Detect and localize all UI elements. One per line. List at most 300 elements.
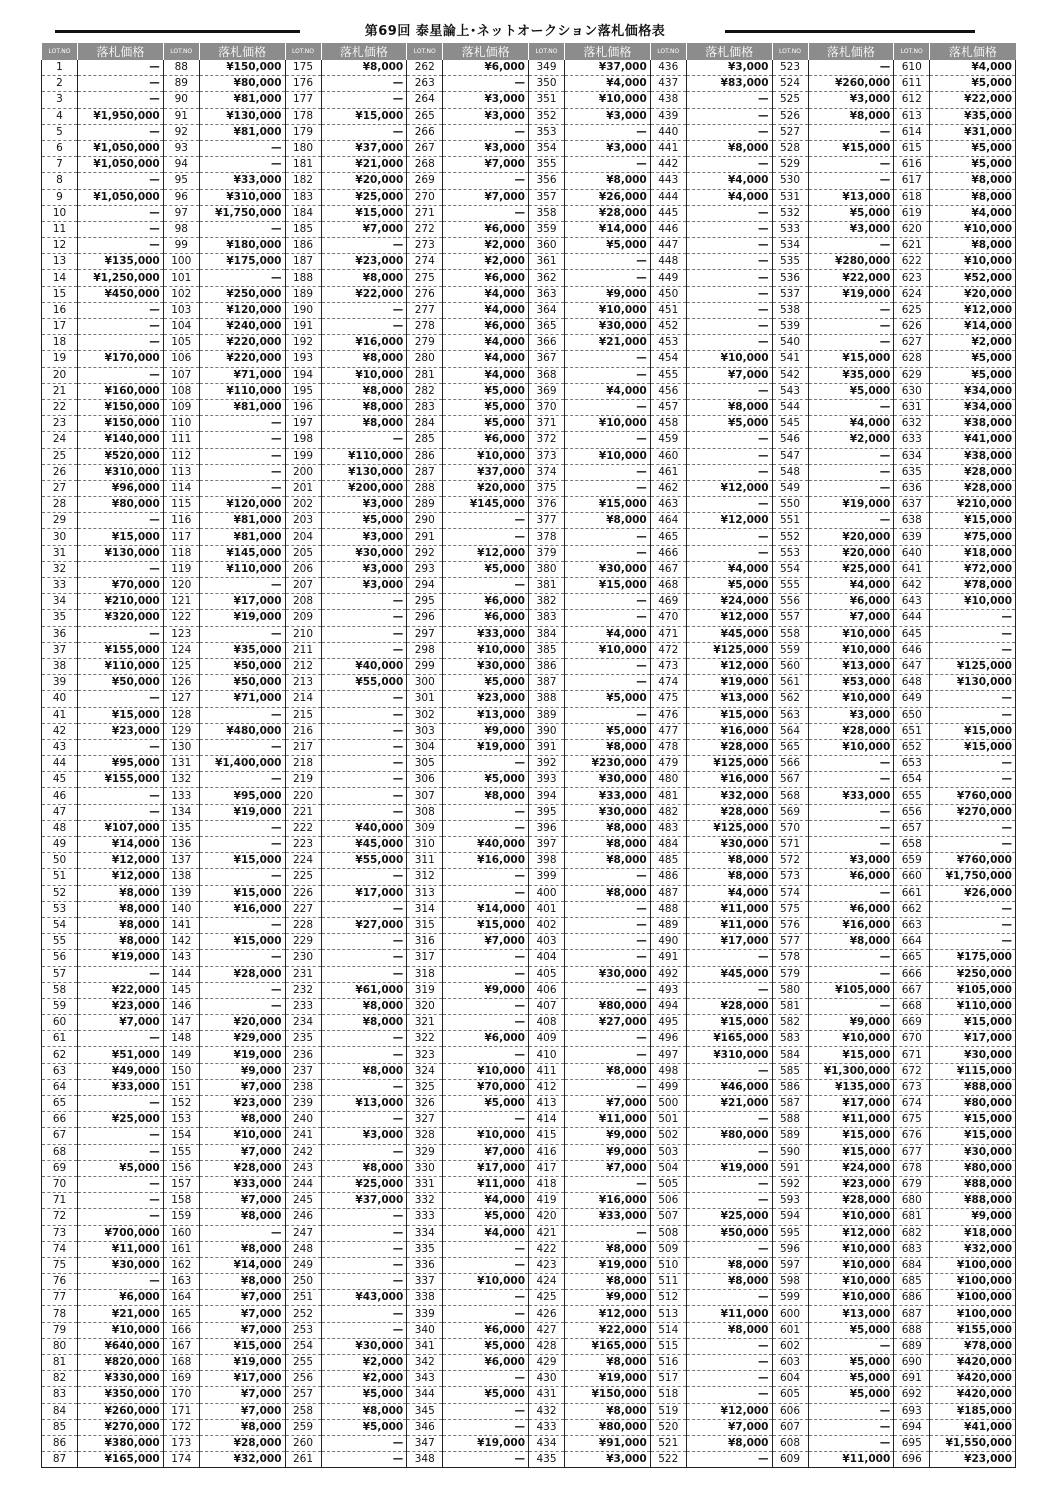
winning-bid-cell: ¥28,000 [199,1160,285,1176]
lot-number-cell: 30 [42,529,78,545]
lot-number-cell: 203 [285,513,321,529]
lot-number-cell: 35 [42,610,78,626]
winning-bid-cell: ¥40,000 [443,837,529,853]
lot-number-cell: 31 [42,545,78,561]
table-row [42,950,1016,966]
table-row [42,480,1016,496]
winning-bid-cell: ¥7,000 [199,1193,285,1209]
lot-number-cell: 661 [894,885,930,901]
winning-bid-cell: ¥28,000 [686,998,772,1014]
lot-number-cell: 95 [163,173,199,189]
table-row [42,804,1016,820]
winning-bid-cell: — [199,416,285,432]
lot-number-cell: 299 [407,658,443,674]
lot-number-cell: 329 [407,1144,443,1160]
winning-bid-cell: — [565,610,651,626]
winning-bid-cell: ¥9,000 [565,1144,651,1160]
winning-bid-cell: ¥6,000 [808,594,894,610]
winning-bid-cell: — [565,901,651,917]
lot-number-cell: 17 [42,319,78,335]
lot-number-cell: 518 [650,1387,686,1403]
winning-bid-cell: — [199,1225,285,1241]
lot-number-cell: 608 [772,1435,808,1451]
lot-number-cell: 91 [163,108,199,124]
lot-number-cell: 54 [42,917,78,933]
winning-bid-cell: ¥10,000 [808,1257,894,1273]
winning-bid-cell: ¥240,000 [199,319,285,335]
lot-number-cell: 271 [407,205,443,221]
lot-number-cell: 275 [407,270,443,286]
lot-number-cell: 295 [407,594,443,610]
lot-number-cell: 51 [42,869,78,885]
winning-bid-cell: — [199,448,285,464]
winning-bid-cell: ¥21,000 [78,1306,164,1322]
winning-bid-cell: — [565,157,651,173]
winning-bid-cell: ¥4,000 [808,416,894,432]
winning-bid-cell: ¥5,000 [930,157,1016,173]
winning-bid-cell: — [199,707,285,723]
lot-number-cell: 373 [529,448,565,464]
winning-bid-cell: ¥3,000 [443,140,529,156]
lot-number-cell: 690 [894,1355,930,1371]
lot-number-cell: 639 [894,529,930,545]
lot-number-cell: 503 [650,1144,686,1160]
winning-bid-cell: ¥10,000 [443,1063,529,1079]
lot-number-cell: 597 [772,1257,808,1273]
lot-number-cell: 79 [42,1322,78,1338]
winning-bid-cell: ¥1,400,000 [199,756,285,772]
winning-bid-cell: ¥125,000 [686,820,772,836]
winning-bid-cell: ¥23,000 [443,691,529,707]
lot-number-cell: 676 [894,1128,930,1144]
winning-bid-cell: — [321,1241,407,1257]
winning-bid-cell: ¥43,000 [321,1290,407,1306]
lot-number-cell: 168 [163,1355,199,1371]
lot-number-cell: 237 [285,1063,321,1079]
table-row [42,545,1016,561]
lot-number-cell: 312 [407,869,443,885]
winning-bid-cell: ¥7,000 [78,1015,164,1031]
lot-number-cell: 243 [285,1160,321,1176]
winning-bid-cell: ¥20,000 [321,173,407,189]
lot-number-cell: 382 [529,594,565,610]
winning-bid-cell: ¥13,000 [686,691,772,707]
lot-number-cell: 180 [285,140,321,156]
winning-bid-cell: ¥33,000 [808,788,894,804]
winning-bid-cell: ¥28,000 [565,205,651,221]
lot-number-cell: 369 [529,383,565,399]
winning-bid-cell: — [321,950,407,966]
winning-bid-cell: ¥4,000 [565,626,651,642]
winning-bid-cell: — [78,367,164,383]
lot-number-cell: 241 [285,1128,321,1144]
winning-bid-cell: ¥7,000 [199,1144,285,1160]
lot-number-cell: 262 [407,60,443,76]
lot-number-cell: 687 [894,1306,930,1322]
lot-number-cell: 339 [407,1306,443,1322]
winning-bid-cell: — [78,205,164,221]
winning-bid-cell: ¥9,000 [565,1290,651,1306]
winning-bid-cell: ¥8,000 [565,173,651,189]
winning-bid-cell: ¥40,000 [321,658,407,674]
page-title: 第69回 泰星論上･ネットオークション落札価格表 [364,24,666,39]
winning-bid-cell: ¥8,000 [565,1403,651,1419]
winning-bid-cell: — [565,1079,651,1095]
winning-bid-cell: ¥8,000 [321,60,407,76]
winning-bid-cell: ¥1,250,000 [78,270,164,286]
lot-number-cell: 314 [407,901,443,917]
lot-number-cell: 24 [42,432,78,448]
winning-bid-cell: ¥26,000 [930,885,1016,901]
winning-bid-cell: ¥8,000 [686,1435,772,1451]
lot-number-cell: 538 [772,302,808,318]
winning-bid-cell: ¥50,000 [199,675,285,691]
winning-bid-cell: — [78,739,164,755]
winning-bid-cell: ¥220,000 [199,351,285,367]
lot-number-cell: 144 [163,966,199,982]
winning-bid-cell: — [199,221,285,237]
winning-bid-cell: ¥110,000 [199,561,285,577]
lot-number-cell: 556 [772,594,808,610]
winning-bid-cell: — [930,901,1016,917]
winning-bid-cell: ¥38,000 [930,448,1016,464]
winning-bid-cell: ¥10,000 [808,739,894,755]
lot-number-cell: 323 [407,1047,443,1063]
lot-number-cell: 278 [407,319,443,335]
lot-number-cell: 517 [650,1371,686,1387]
lot-number-cell: 429 [529,1355,565,1371]
lot-number-cell: 191 [285,319,321,335]
lot-number-cell: 552 [772,529,808,545]
lot-number-cell: 217 [285,739,321,755]
lot-number-cell: 398 [529,853,565,869]
lot-number-cell: 64 [42,1079,78,1095]
winning-bid-cell: — [686,950,772,966]
winning-bid-cell: ¥11,000 [443,1176,529,1192]
lot-number-cell: 641 [894,561,930,577]
winning-bid-cell: ¥2,000 [321,1371,407,1387]
winning-bid-cell: ¥7,000 [565,1096,651,1112]
lot-number-cell: 99 [163,238,199,254]
winning-bid-cell: — [686,270,772,286]
lot-number-cell: 172 [163,1419,199,1435]
winning-bid-cell: — [808,238,894,254]
winning-bid-cell: — [199,140,285,156]
winning-bid-cell: ¥8,000 [930,173,1016,189]
winning-bid-cell: ¥16,000 [686,723,772,739]
winning-bid-cell: ¥78,000 [930,578,1016,594]
table-row [42,367,1016,383]
lot-number-cell: 481 [650,788,686,804]
winning-bid-cell: ¥15,000 [686,1015,772,1031]
winning-bid-cell: ¥46,000 [686,1079,772,1095]
winning-bid-cell: ¥28,000 [808,723,894,739]
lot-number-cell: 560 [772,658,808,674]
lot-number-cell: 254 [285,1338,321,1354]
winning-bid-cell: ¥6,000 [808,901,894,917]
winning-bid-cell: ¥4,000 [686,885,772,901]
lot-number-cell: 313 [407,885,443,901]
header-price: 落札価格 [443,43,529,60]
lot-number-cell: 85 [42,1419,78,1435]
lot-number-cell: 656 [894,804,930,820]
lot-number-cell: 406 [529,982,565,998]
winning-bid-cell: ¥310,000 [78,464,164,480]
winning-bid-cell: ¥760,000 [930,788,1016,804]
winning-bid-cell: ¥3,000 [443,92,529,108]
lot-number-cell: 351 [529,92,565,108]
winning-bid-cell: ¥3,000 [321,578,407,594]
winning-bid-cell: — [686,464,772,480]
lot-number-cell: 238 [285,1079,321,1095]
winning-bid-cell: — [930,610,1016,626]
winning-bid-cell: ¥16,000 [565,1193,651,1209]
winning-bid-cell: ¥8,000 [78,934,164,950]
winning-bid-cell: ¥1,550,000 [930,1435,1016,1451]
winning-bid-cell: — [443,1403,529,1419]
lot-number-cell: 259 [285,1419,321,1435]
lot-number-cell: 383 [529,610,565,626]
lot-number-cell: 501 [650,1112,686,1128]
lot-number-cell: 675 [894,1112,930,1128]
lot-number-cell: 616 [894,157,930,173]
lot-number-cell: 90 [163,92,199,108]
winning-bid-cell: ¥55,000 [321,853,407,869]
winning-bid-cell: ¥18,000 [930,545,1016,561]
winning-bid-cell: — [443,820,529,836]
winning-bid-cell: ¥27,000 [321,917,407,933]
winning-bid-cell: ¥50,000 [199,658,285,674]
winning-bid-cell: — [321,756,407,772]
winning-bid-cell: ¥5,000 [443,1096,529,1112]
winning-bid-cell: ¥34,000 [930,383,1016,399]
winning-bid-cell: ¥91,000 [565,1435,651,1451]
winning-bid-cell: ¥37,000 [321,140,407,156]
winning-bid-cell: ¥210,000 [930,497,1016,513]
winning-bid-cell: ¥4,000 [565,383,651,399]
winning-bid-cell: — [930,820,1016,836]
winning-bid-cell: ¥22,000 [930,92,1016,108]
winning-bid-cell: — [686,1338,772,1354]
lot-number-cell: 65 [42,1096,78,1112]
lot-number-cell: 135 [163,820,199,836]
winning-bid-cell: ¥7,000 [199,1322,285,1338]
winning-bid-cell: ¥12,000 [686,480,772,496]
lot-number-cell: 483 [650,820,686,836]
winning-bid-cell: ¥15,000 [78,707,164,723]
lot-number-cell: 684 [894,1257,930,1273]
winning-bid-cell: ¥260,000 [808,76,894,92]
winning-bid-cell: ¥31,000 [930,124,1016,140]
winning-bid-cell: — [199,578,285,594]
winning-bid-cell: — [321,1079,407,1095]
lot-number-cell: 87 [42,1452,78,1468]
lot-number-cell: 261 [285,1452,321,1468]
table-row [42,1419,1016,1435]
winning-bid-cell: — [78,1031,164,1047]
lot-number-cell: 451 [650,302,686,318]
lot-number-cell: 147 [163,1015,199,1031]
winning-bid-cell: ¥95,000 [199,788,285,804]
winning-bid-cell: ¥110,000 [199,383,285,399]
winning-bid-cell: — [565,982,651,998]
lot-number-cell: 71 [42,1193,78,1209]
winning-bid-cell: ¥5,000 [321,1387,407,1403]
winning-bid-cell: ¥80,000 [199,76,285,92]
winning-bid-cell: ¥5,000 [565,723,651,739]
winning-bid-cell: — [443,205,529,221]
winning-bid-cell: ¥8,000 [686,399,772,415]
lot-number-cell: 488 [650,901,686,917]
lot-number-cell: 374 [529,464,565,480]
lot-number-cell: 196 [285,399,321,415]
winning-bid-cell: ¥33,000 [78,1079,164,1095]
winning-bid-cell: — [443,966,529,982]
winning-bid-cell: ¥35,000 [930,108,1016,124]
lot-number-cell: 425 [529,1290,565,1306]
winning-bid-cell: ¥3,000 [321,561,407,577]
winning-bid-cell: ¥4,000 [565,76,651,92]
lot-number-cell: 190 [285,302,321,318]
lot-number-cell: 224 [285,853,321,869]
lot-number-cell: 70 [42,1176,78,1192]
winning-bid-cell: — [321,76,407,92]
winning-bid-cell: ¥5,000 [565,691,651,707]
lot-number-cell: 253 [285,1322,321,1338]
lot-number-cell: 581 [772,998,808,1014]
lot-number-cell: 507 [650,1209,686,1225]
lot-number-cell: 476 [650,707,686,723]
lot-number-cell: 547 [772,448,808,464]
winning-bid-cell: ¥9,000 [443,723,529,739]
lot-number-cell: 321 [407,1015,443,1031]
lot-number-cell: 653 [894,756,930,772]
winning-bid-cell: — [443,124,529,140]
lot-number-cell: 558 [772,626,808,642]
winning-bid-cell: — [686,108,772,124]
winning-bid-cell: — [199,157,285,173]
lot-number-cell: 134 [163,804,199,820]
winning-bid-cell: — [199,480,285,496]
winning-bid-cell: ¥4,000 [930,205,1016,221]
lot-number-cell: 519 [650,1403,686,1419]
winning-bid-cell: ¥120,000 [199,302,285,318]
winning-bid-cell: ¥22,000 [78,982,164,998]
winning-bid-cell: — [321,302,407,318]
lot-number-cell: 88 [163,60,199,76]
winning-bid-cell: ¥155,000 [78,642,164,658]
lot-number-cell: 691 [894,1371,930,1387]
winning-bid-cell: — [199,432,285,448]
lot-number-cell: 202 [285,497,321,513]
winning-bid-cell: — [321,901,407,917]
lot-number-cell: 208 [285,594,321,610]
lot-number-cell: 650 [894,707,930,723]
lot-number-cell: 521 [650,1435,686,1451]
winning-bid-cell: ¥25,000 [78,1112,164,1128]
winning-bid-cell: ¥6,000 [78,1290,164,1306]
lot-number-cell: 137 [163,853,199,869]
lot-number-cell: 437 [650,76,686,92]
lot-number-cell: 390 [529,723,565,739]
lot-number-cell: 477 [650,723,686,739]
lot-number-cell: 156 [163,1160,199,1176]
lot-number-cell: 405 [529,966,565,982]
lot-number-cell: 302 [407,707,443,723]
lot-number-cell: 227 [285,901,321,917]
lot-number-cell: 307 [407,788,443,804]
lot-number-cell: 298 [407,642,443,658]
lot-number-cell: 549 [772,480,808,496]
lot-number-cell: 305 [407,756,443,772]
lot-number-cell: 73 [42,1225,78,1241]
lot-number-cell: 230 [285,950,321,966]
lot-number-cell: 23 [42,416,78,432]
lot-number-cell: 490 [650,934,686,950]
winning-bid-cell: ¥25,000 [686,1209,772,1225]
lot-number-cell: 534 [772,238,808,254]
table-row [42,1031,1016,1047]
winning-bid-cell: — [78,1096,164,1112]
winning-bid-cell: ¥145,000 [199,545,285,561]
winning-bid-cell: ¥3,000 [565,1452,651,1468]
lot-number-cell: 94 [163,157,199,173]
winning-bid-cell: ¥135,000 [808,1079,894,1095]
winning-bid-cell: ¥700,000 [78,1225,164,1241]
winning-bid-cell: ¥28,000 [930,464,1016,480]
winning-bid-cell: ¥270,000 [930,804,1016,820]
lot-number-cell: 59 [42,998,78,1014]
lot-number-cell: 418 [529,1176,565,1192]
lot-number-cell: 114 [163,480,199,496]
winning-bid-cell: ¥17,000 [199,1371,285,1387]
winning-bid-cell: ¥81,000 [199,529,285,545]
lot-number-cell: 415 [529,1128,565,1144]
lot-number-cell: 93 [163,140,199,156]
lot-number-cell: 404 [529,950,565,966]
winning-bid-cell: ¥17,000 [199,594,285,610]
winning-bid-cell: ¥9,000 [808,1015,894,1031]
winning-bid-cell: ¥28,000 [686,804,772,820]
winning-bid-cell: — [321,432,407,448]
table-row [42,982,1016,998]
winning-bid-cell: ¥15,000 [808,1128,894,1144]
lot-number-cell: 155 [163,1144,199,1160]
winning-bid-cell: ¥380,000 [78,1435,164,1451]
winning-bid-cell: ¥11,000 [808,1452,894,1468]
winning-bid-cell: — [199,869,285,885]
lot-number-cell: 84 [42,1403,78,1419]
winning-bid-cell: ¥125,000 [686,756,772,772]
winning-bid-cell: ¥11,000 [686,1306,772,1322]
winning-bid-cell: ¥6,000 [443,221,529,237]
lot-number-cell: 655 [894,788,930,804]
winning-bid-cell: — [78,302,164,318]
winning-bid-cell: — [565,1176,651,1192]
lot-number-cell: 296 [407,610,443,626]
lot-number-cell: 163 [163,1274,199,1290]
lot-number-cell: 649 [894,691,930,707]
lot-number-cell: 470 [650,610,686,626]
lot-number-cell: 464 [650,513,686,529]
winning-bid-cell: — [443,513,529,529]
winning-bid-cell: ¥5,000 [808,1322,894,1338]
lot-number-cell: 245 [285,1193,321,1209]
winning-bid-cell: ¥8,000 [565,1241,651,1257]
lot-number-cell: 535 [772,254,808,270]
winning-bid-cell: ¥19,000 [199,1355,285,1371]
winning-bid-cell: ¥100,000 [930,1306,1016,1322]
